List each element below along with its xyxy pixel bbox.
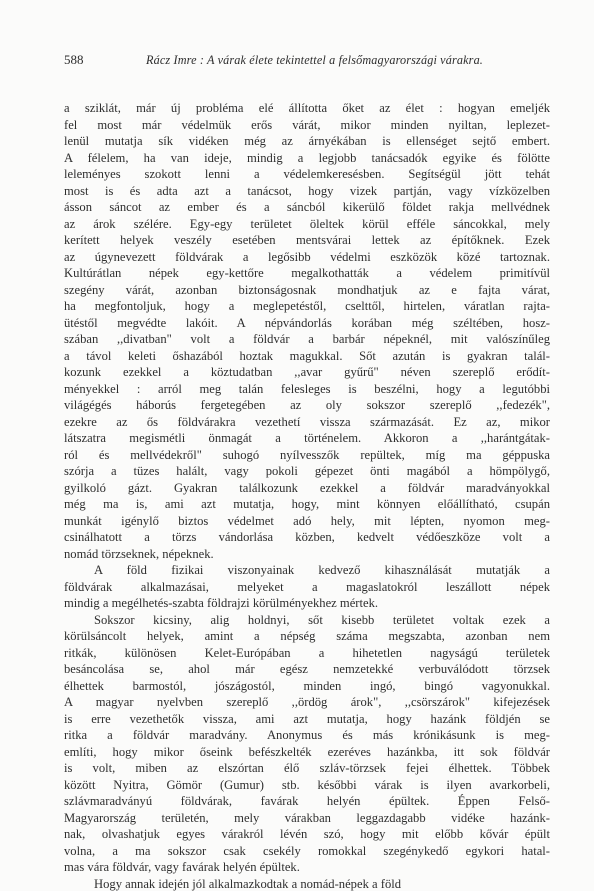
text-line: Magyarország területén, mely várakban leggazdagabb vidéke hazánk- [64, 810, 550, 827]
text-line: ritka a földvár maradvány. Anonymus és más krónikásunk is meg- [64, 727, 550, 744]
text-line: A félelem, ha van ideje, mindig a legjobb tanácsadók egyike és fölötte [64, 150, 550, 167]
text-line: élhettek barmostól, jószágostól, minden ingó, bingó vagyonukkal. [64, 678, 550, 695]
text-line: földvárak alkalmazásai, melyeket a magaslatokról leszállott népek [64, 579, 550, 596]
text-line: az úgynevezett földvárak a legősibb védelmi eszközök közé tartoznak. [64, 249, 550, 266]
text-line: látszatra megismétli önmagát a történelem. Akkoron a ,,harántgátak- [64, 430, 550, 447]
text-line: szlávmaradványú földvárak, favárak helyén épültek. Éppen Felső- [64, 793, 550, 810]
text-line: besáncolása se, ahol már egész nemzetekké verbuválódott törzsek [64, 661, 550, 678]
page-header [64, 50, 550, 70]
text-line: is volt, miben az elszórtan élő szláv-törzsek fejei élhettek. Többek [64, 760, 550, 777]
text-line: ról és mellvédekről" suhogó nyílvesszők repültek, míg ma géppuska [64, 447, 550, 464]
text-line: ütéstől megvédte lakóit. A népvándorlás korában még széltében, hosz- [64, 315, 550, 332]
text-line: Hogy annak idején jól alkalmazkodtak a nomád-népek a föld [64, 876, 550, 892]
body-text [64, 100, 550, 892]
text-line: Sokszor kicsiny, alig holdnyi, sőt kisebb területet voltak ezek a [64, 612, 550, 629]
text-line: a sziklát, már új probléma elé állította őket az élet : hogyan emeljék [64, 100, 550, 117]
text-line: kerített helyek veszély esetében mentsvárai lettek az építőknek. Ezek [64, 232, 550, 249]
text-line: Kultúrátlan népek egy-kettőre megalkothatták a védelem primitívül [64, 265, 550, 282]
text-line: munkát igénylő biztos védelmet adó hely, mit lépten, nyomon meg- [64, 513, 550, 530]
text-line: ezekre az ős földvárakra vezethetí vissza származását. Ez az, mikor [64, 414, 550, 431]
text-line: szegény várát, azonban biztonságosnak mondhatjuk az e fajta várat, [64, 282, 550, 299]
text-line: gyilkoló gázt. Gyakran találkozunk ezekkel a földvár maradványokkal [64, 480, 550, 497]
text-line: volna, a ma sokszor csak csekély romokkal szegénykedő egykori hatal- [64, 843, 550, 860]
text-line: még ma is, ami azt mutatja, hogy, mint könnyen előállítható, csupán [64, 496, 550, 513]
text-line: ha megfontoljuk, hogy a meglepetéstől, cselttől, hirtelen, váratlan rajta- [64, 298, 550, 315]
text-line: is erre vezethetők vissza, ami azt mutatja, hogy hazánk földjén se [64, 711, 550, 728]
page-number: 588 [64, 50, 84, 70]
text-line: mas vára földvár, vagy favárak helyén épültek. [64, 859, 550, 876]
text-line: ményekkel : arról meg talán felesleges is beszélni, hogy a legutóbbi [64, 381, 550, 398]
text-line: az árok szélére. Egy-egy területet öleltek körül efféle sáncokkal, mely [64, 216, 550, 233]
text-line: A föld fizikai viszonyainak kedvező kihasználását mutatják a [64, 562, 550, 579]
text-line: nomád törzseknek, népeknek. [64, 546, 550, 563]
text-line: ritkák, különösen Kelet-Európában a hihetetlen nagyságú területek [64, 645, 550, 662]
text-line: leleményes szokott lenni a védelemkeresésben. Segítségül jött tehát [64, 166, 550, 183]
text-line: világégés háborús fergetegében az oly sokszor szereplő ,,fedezék", [64, 397, 550, 414]
text-line: ásson sáncot az ember és a sáncból kikerülő földet rakja mellvédnek [64, 199, 550, 216]
text-line: csinálhatott a törzs vándorlása közben, kedvelt védőeszköze volt a [64, 529, 550, 546]
text-line: A magyar nyelvben szereplő ,,ördög árok", ,,csörszárok" kifejezések [64, 694, 550, 711]
text-line: a távol keleti őshazából hoztak magukkal. Sőt azután is gyakran talál- [64, 348, 550, 365]
text-line: szórja a tüzes halált, vagy pokoli gépezet önti magából a hömpölygő, [64, 463, 550, 480]
running-title: Rácz Imre : A várak élete tekintettel a felsőmagyarországi várakra. [146, 50, 483, 70]
text-line: között Nyitra, Gömör (Gumur) stb. későbbi várak is ilyen avarkorbeli, [64, 777, 550, 794]
text-line: fel most már védelmük erős várát, mikor minden nyiltan, leplezet- [64, 117, 550, 134]
text-line: körülsáncolt helyek, amint a népség száma megszabta, azonban nem [64, 628, 550, 645]
text-line: említi, hogy mikor őseink befészkelték ezeréves hazánkba, itt sok földvár [64, 744, 550, 761]
text-line: lenül mutatja sík vidéken még az árnyékában is ellenséget sejtő embert. [64, 133, 550, 150]
text-line: kozunk ezekkel a köztudatban ,,avar gyűrű" néven szereplő erődít- [64, 364, 550, 381]
text-line: szában ,,divatban" volt a földvár a barbár népeknél, mit valószínűleg [64, 331, 550, 348]
text-line: nak, olvashatjuk egyes várakról lévén szó, hogy mit előbb kővár épült [64, 826, 550, 843]
text-line: most is és adta azt a tanácsot, hogy vizek partján, vagy vízközelben [64, 183, 550, 200]
text-line: mindig a megélhetés-szabta földrajzi körülményekhez mértek. [64, 595, 550, 612]
